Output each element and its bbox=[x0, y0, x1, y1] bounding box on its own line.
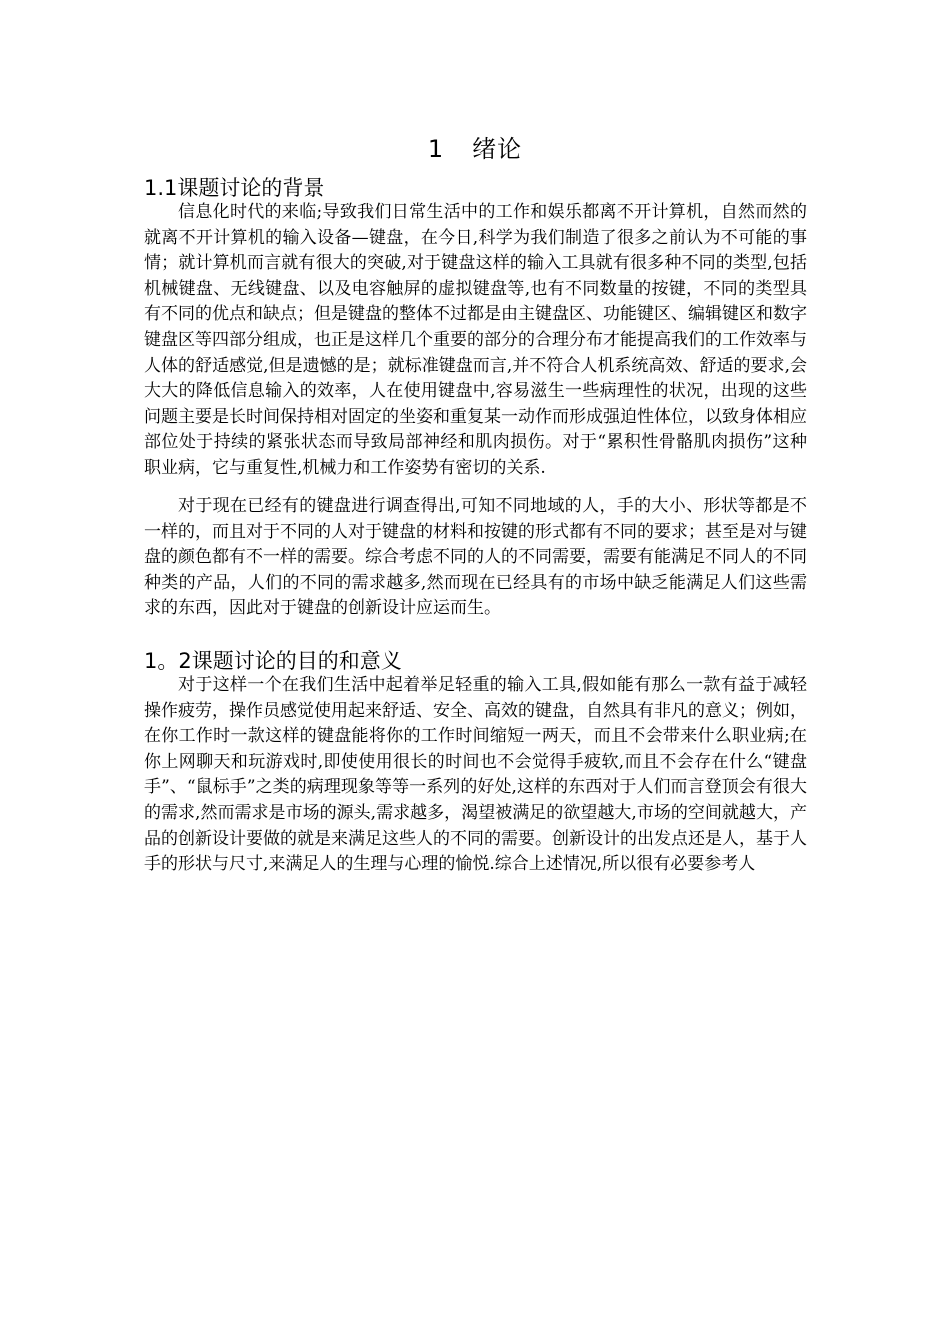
chapter-title-text: 绪论 bbox=[472, 135, 523, 163]
paragraph-background-1: 信息化时代的来临;导致我们日常生活中的工作和娱乐都离不开计算机，自然而然的就离不开计算机的输入设备—键盘，在今日,科学为我们制造了很多之前认为不可能的事情；就计算机而言就有很大的突破,对于键盘这样的输入工具就有很多种不同的类型,包括机械键盘、无线键盘、以及电容触屏的虚拟键盘等,也有不同数量的按键，不同的类型具有不同的优点和缺点；但是键盘的整体不过都是由主键盘区、功能键区、编辑键区和数字键盘区等四部分组成，也正是这样几个重要的部分的合理分布才能提高我们的工作效率与人体的舒适感觉,但是遗憾的是；就标准键盘而言,并不符合人机系统高效、舒适的要求,会大大的降低信息输入的效率，人在使用键盘中,容易滋生一些病理性的状况，出现的这些问题主要是长时间保持相对固定的坐姿和重复某一动作而形成强迫性体位，以致身体相应部位处于持续的紧张状态而导致局部神经和肌肉损伤。对于“累积性骨骼肌肉损伤”这种职业病，它与重复性,机械力和工作姿势有密切的关系. bbox=[144, 202, 807, 478]
section-heading-1-1: 1.1课题讨论的背景 bbox=[144, 176, 325, 200]
paragraph-purpose-1: 对于这样一个在我们生活中起着举足轻重的输入工具,假如能有那么一款有益于减轻操作疲劳，操作员感觉使用起来舒适、安全、高效的键盘，自然具有非凡的意义；例如，在你工作时一款这样的键盘能将你的工作时间缩短一两天，而且不会带来什么职业病;在你上网聊天和玩游戏时,即使使用很长的时间也不会觉得手疲软,而且不会存在什么“键盘手”、“鼠标手”之类的病理现象等等一系列的好处,这样的东西对于人们而言登顶会有很大的需求,然而需求是市场的源头,需求越多，渴望被满足的欲望越大,市场的空间就越大，产品的创新设计要做的就是来满足这些人的不同的需要。创新设计的出发点还是人，基于人手的形状与尺寸,来满足人的生理与心理的愉悦.综合上述情况,所以很有必要参考人 bbox=[144, 675, 807, 875]
section-heading-1-2: 1。2课题讨论的目的和意义 bbox=[144, 649, 402, 673]
chapter-number: 1 bbox=[427, 135, 445, 163]
chapter-title bbox=[0, 132, 950, 166]
paragraph-background-2: 对于现在已经有的键盘进行调查得出,可知不同地域的人，手的大小、形状等都是不一样的，而且对于不同的人对于键盘的材料和按键的形式都有不同的要求；甚至是对与键盘的颜色都有不一样的需要。综合考虑不同的人的不同需要，需要有能满足不同人的不同种类的产品，人们的不同的需求越多,然而现在已经具有的市场中缺乏能满足人们这些需求的东西，因此对于键盘的创新设计应运而生。 bbox=[144, 496, 807, 619]
